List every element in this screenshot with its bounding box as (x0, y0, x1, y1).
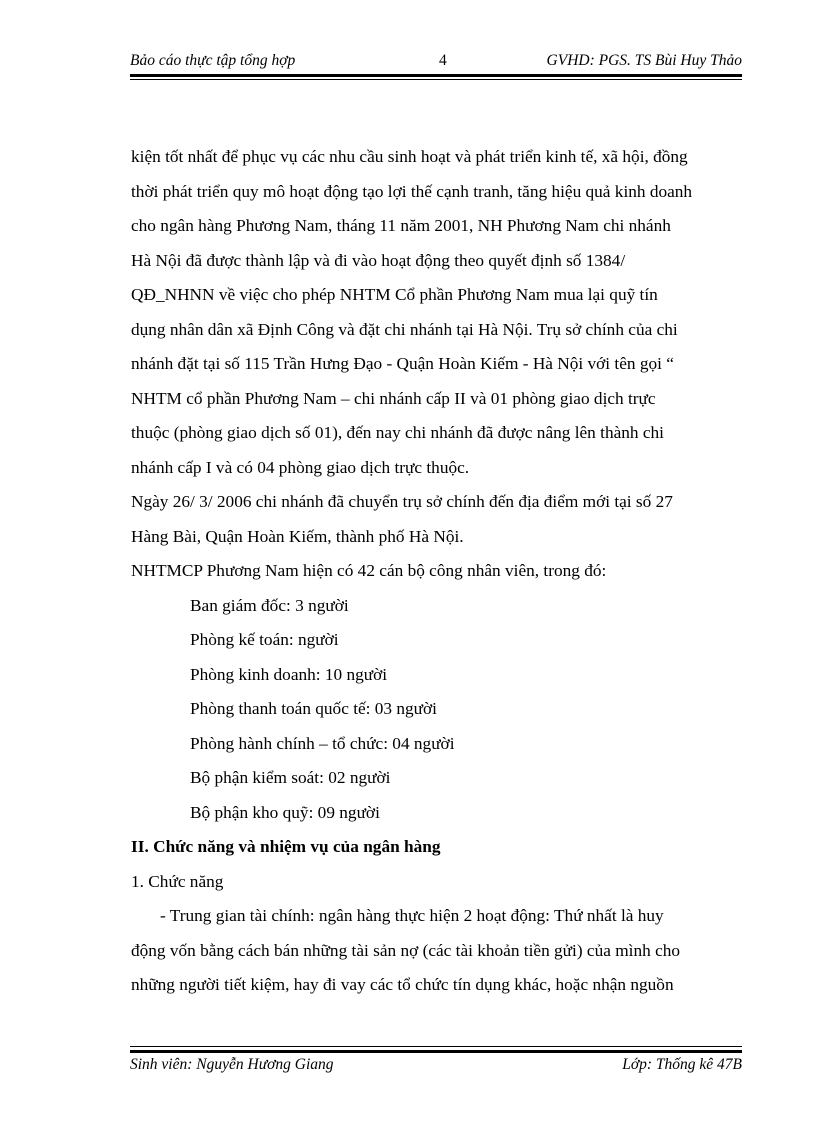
staff-list-item: Bộ phận kho quỹ: 09 người (190, 803, 380, 822)
body-line: Hà Nội đã được thành lập và đi vào hoạt động theo quyết định số 1384/ (131, 251, 626, 270)
body-line: động vốn bằng cách bán những tài sản nợ (các tài khoản tiền gửi) của mình cho (131, 941, 681, 960)
body-line: NHTM cổ phần Phương Nam – chi nhánh cấp II và 01 phòng giao dịch trực (131, 389, 656, 408)
body-line: QĐ_NHNN về việc cho phép NHTM Cổ phần Phương Nam mua lại quỹ tín (131, 285, 658, 304)
header-rule-thin (130, 79, 742, 80)
body-line: nhánh cấp I và có 04 phòng giao dịch trực thuộc. (131, 458, 470, 477)
page-header (130, 50, 742, 76)
staff-list-item: Phòng thanh toán quốc tế: 03 người (190, 699, 437, 718)
body-line: cho ngân hàng Phương Nam, tháng 11 năm 2001, NH Phương Nam chi nhánh (131, 216, 671, 235)
footer-class: Lớp: Thống kê 47B (622, 1056, 742, 1073)
body-line: Hàng Bài, Quận Hoàn Kiếm, thành phố Hà Nội. (131, 527, 464, 546)
footer-student-name: Sinh viên: Nguyễn Hương Giang (130, 1056, 334, 1073)
body-line: Ngày 26/ 3/ 2006 chi nhánh đã chuyển trụ sở chính đến địa điểm mới tại số 27 (131, 492, 673, 511)
body-line: thuộc (phòng giao dịch số 01), đến nay chi nhánh đã được nâng lên thành chi (131, 423, 664, 442)
body-line: thời phát triển quy mô hoạt động tạo lợi thế cạnh tranh, tăng hiệu quả kinh doanh (131, 182, 693, 201)
footer-rule-thin (130, 1046, 742, 1047)
footer-rule-thick (130, 1050, 742, 1053)
header-supervisor: GVHD: PGS. TS Bùi Huy Thảo (546, 52, 742, 69)
staff-list-item: Bộ phận kiểm soát: 02 người (190, 768, 391, 787)
body-line: kiện tốt nhất để phục vụ các nhu cầu sinh hoạt và phát triển kinh tế, xã hội, đồng (131, 147, 688, 166)
body-line: - Trung gian tài chính: ngân hàng thực hiện 2 hoạt động: Thứ nhất là huy (160, 906, 664, 925)
body-line: NHTMCP Phương Nam hiện có 42 cán bộ công nhân viên, trong đó: (131, 561, 607, 580)
body-line: những người tiết kiệm, hay đi vay các tổ chức tín dụng khác, hoặc nhận nguồn (131, 975, 674, 994)
header-page-number: 4 (439, 52, 447, 69)
header-rule-thick (130, 74, 742, 77)
page-footer (130, 1054, 742, 1080)
staff-list-item: Ban giám đốc: 3 người (190, 596, 349, 615)
section-heading: II. Chức năng và nhiệm vụ của ngân hàng (131, 837, 441, 856)
subsection-heading: 1. Chức năng (131, 872, 224, 891)
staff-list-item: Phòng kinh doanh: 10 người (190, 665, 388, 684)
header-report-title: Bảo cáo thực tập tổng hợp (130, 52, 296, 69)
body-line: dụng nhân dân xã Định Công và đặt chi nhánh tại Hà Nội. Trụ sở chính của chi (131, 320, 678, 339)
staff-list-item: Phòng kế toán: người (190, 630, 339, 649)
staff-list-item: Phòng hành chính – tổ chức: 04 người (190, 734, 455, 753)
body-line: nhánh đặt tại số 115 Trần Hưng Đạo - Quận Hoàn Kiếm - Hà Nội với tên gọi “ (131, 354, 674, 373)
